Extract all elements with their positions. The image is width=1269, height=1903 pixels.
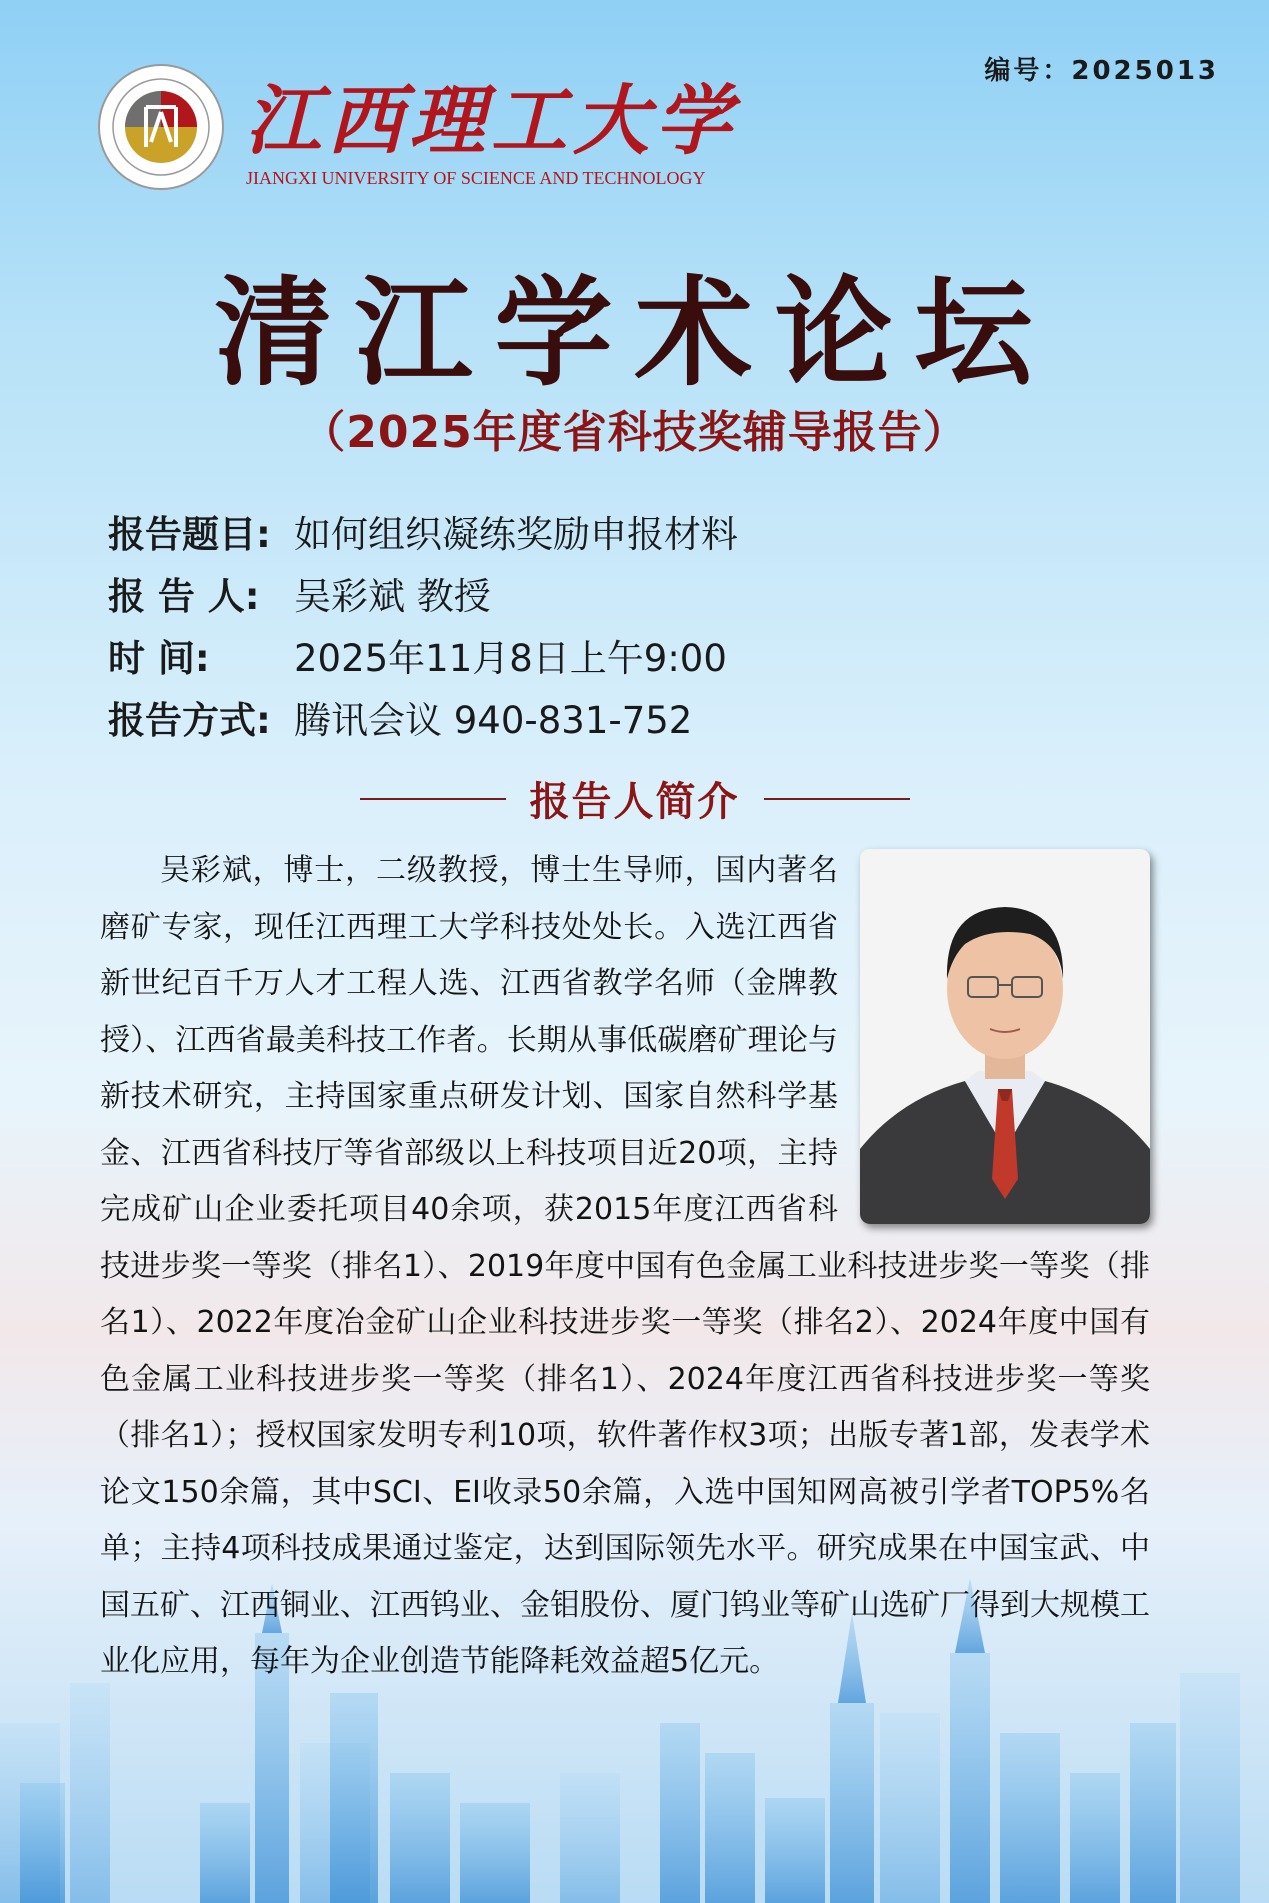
speaker-portrait-illustration — [860, 849, 1150, 1224]
speaker-value: 吴彩斌 教授 — [294, 575, 491, 618]
report-info — [108, 500, 1168, 748]
university-name-en: JIANGXI UNIVERSITY OF SCIENCE AND TECHNOLOGY — [246, 168, 706, 188]
report-method-row — [108, 686, 1168, 748]
time-label: 时 间: — [108, 637, 210, 680]
report-topic-row — [108, 500, 1168, 562]
forum-subtitle: （2025年度省科技奖辅导报告） — [301, 407, 968, 458]
report-topic-label: 报告题目: — [108, 513, 271, 556]
report-topic-value: 如何组织凝练奖励申报材料 — [294, 513, 738, 556]
university-seal-logo — [96, 62, 226, 192]
heading-divider-right — [764, 798, 910, 800]
speaker-photo — [860, 849, 1150, 1224]
speaker-intro-title: 报告人简介 — [529, 779, 740, 825]
speaker-row — [108, 562, 1168, 624]
serial-number: 编号：2025013 — [984, 56, 1219, 86]
speaker-bio-text: 吴彩斌，博士，二级教授，博士生导师，国内著名磨矿专家，现任江西理工大学科技处处长。入选江西省新世纪百千万人才工程人选、江西省教学名师（金牌教授）、江西省最美科技工作者。长期从事低碳磨矿理论与新技术研究，主持国家重点研发计划、国家自然科学基金、江西省科技厅等省部级以上科技项目近20项，主持完成矿山企业委托项目40余项，获2015年度江西省科技进步奖一等奖（排名1）、2019年度中国有色金属工业科技进步奖一等奖（排名1）、2022年度冶金矿山企业科技进步奖一等奖（排名2）、2024年度中国有色金属工业科技进步奖一等奖（排名1）、2024年度江西省科技进步奖一等奖（排名1）；授权国家发明专利10项，软件著作权3项；出版专著1部，发表学术论文150余篇，其中SCI、EI收录50余篇，入选中国知网高被引学者TOP5%名单；主持4项科技成果通过鉴定，达到国际领先水平。研究成果在中国宝武、中国五矿、江西铜业、江西钨业、金钼股份、厦门钨业等矿山选矿厂得到大规模工业化应用，每年为企业创造节能降耗效益超5亿元。 — [100, 853, 1150, 1679]
speaker-intro-heading — [0, 770, 1269, 827]
time-value: 2025年11月8日上午9:00 — [294, 637, 727, 680]
report-method-label: 报告方式: — [108, 699, 271, 742]
time-row — [108, 624, 1168, 686]
university-name-cn: 江西理工大学 — [245, 76, 737, 165]
heading-divider-left — [360, 798, 506, 800]
speaker-bio — [100, 843, 1150, 1691]
report-method-value: 腾讯会议 940-831-752 — [294, 699, 693, 742]
forum-title: 清江学术论坛 — [214, 264, 1055, 402]
speaker-photo-wrap — [860, 849, 1150, 1234]
speaker-label: 报 告 人: — [108, 575, 260, 618]
